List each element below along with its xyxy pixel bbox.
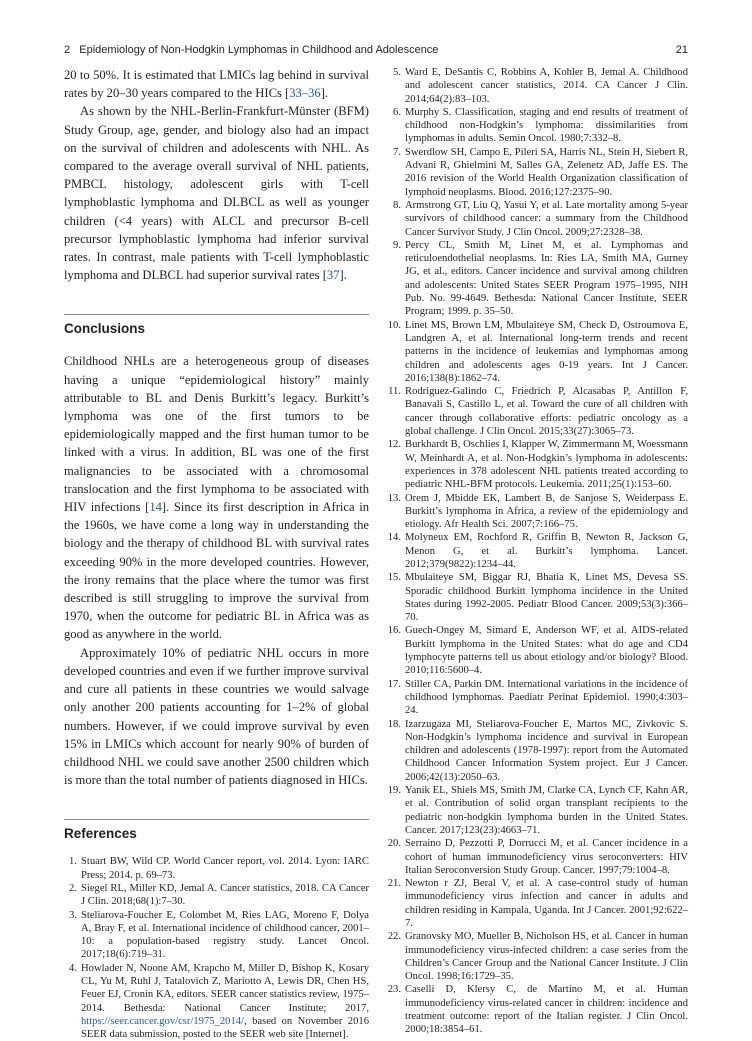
reference-item (388, 571, 688, 624)
reference-text: Linet MS, Brown LM, Mbulaiteye SM, Check D, Ostroumova E, Landgren A, et al. International long-term trends and recent patterns in the incidence of leukemias and lymphomas among children and adolescents ages 0-19 years. Int J Cancer. 2016;138(8):1862–74. (405, 319, 688, 384)
reference-text: Izarzugaza MI, Steliarova-Foucher E, Martos MC, Zivkovic S. Non-Hodgkin’s lymphoma incidence and survival in European children and adolescents (1978-1997): report from the Automated Childhood Cancer Information System project. Eur J Cancer. 2006;42(13):2050–63. (405, 718, 688, 783)
reference-number: 7. (393, 146, 401, 158)
section-divider (64, 314, 369, 315)
right-column (388, 66, 688, 1037)
conclusions-heading: Conclusions (64, 321, 146, 337)
reference-number: 12. (387, 439, 401, 451)
references-list-right (388, 66, 688, 1037)
reference-number: 14. (387, 532, 401, 544)
reference-number: 21. (387, 878, 401, 890)
reference-text: Yanik EL, Shiels MS, Smith JM, Clarke CA, Lynch CF, Kahn AR, et al. Contribution of solid organ transplant recipients to the pediatric non-hodgkin lymphoma burden in the United States. Cancer. 2017;123(23):4663–71. (405, 785, 688, 836)
reference-text: Burkhardt B, Oschlies I, Klapper W, Zimmermann M, Woessmann W, Meinhardt A, et al. Non-Hodgkin’s lymphoma in adolescents: experiences in 378 adolescent NHL patients treated according to pediatric NHL-BFM protocols. Leukemia. 2011;25(1):153–60. (405, 439, 688, 491)
citation-link[interactable]: 14 (149, 500, 162, 515)
reference-item (388, 385, 688, 438)
chapter-title: 2 Epidemiology of Non-Hodgkin Lymphomas in Childhood and Adolescence (64, 44, 439, 56)
reference-number: 20. (387, 838, 401, 850)
reference-item: 4. Howlader N, Noone AM, Krapcho M, Miller D, Bishop K, Kosary CL, Yu M, Ruhl J, Tatalovich Z, Mariotto A, Lewis DR, Chen HS, Feuer EJ, Cronin KA, editors. SEER cancer statistics review, 1975–2014. Bethesda: National Cancer Institute; 2017, https://seer.cancer.gov/csr/1975_2014/, based on November 2016 SEER data submission, posted to the SEER web site [Internet]. (69, 962, 369, 1041)
page-number: 21 (675, 44, 688, 56)
reference-item (388, 718, 688, 784)
reference-number: 6. (393, 106, 401, 118)
reference-item (388, 624, 688, 677)
reference-item (388, 438, 688, 491)
paragraph-conclusions-1: Childhood NHLs are a heterogeneous group of diseases having a unique “epidemiological history” mainly attributable to BL and Denis Burkitt’s legacy. Burkitt’s lymphoma was one of the first tumors to be epidemiologically mapped and the first human tumor to be linked with a virus. In addition, BL was one of the first malignancies to be associated with a chromosomal translocation and the first lymphoma to be associated with HIV infections [14]. Since its first description in Africa in the 1960s, we have come a long way in understanding the biology and the therapy of childhood BL with survival rates exceeding 90% in the more developed countries. However, the irony remains that the place where the tumor was first described is still struggling to improve the survival from 1970, when the outcome for pediatric BL in Africa was as good as anywhere in the world. (64, 354, 370, 642)
reference-text: Serraino D, Pezzotti P, Dorrucci M, et al. Cancer incidence in a cohort of human immunodeficiency virus seroconverters: HIV Italian Seroconversion Study Group. Cancer. 1997;79:1004–8. (405, 838, 688, 876)
reference-item (388, 983, 688, 1036)
reference-text: Newton r ZJ, Beral V, et al. A case-control study of human immunodeficiency virus infection and cancer in adults and children residing in Kampala, Uganda. Int J Cancer. 2001;92:622–7. (405, 878, 688, 929)
reference-text: Stiller CA, Parkin DM. International variations in the incidence of childhood lymphomas. Paediatr Perinat Epidemiol. 1990;4:303–24. (405, 678, 688, 717)
reference-number: 16. (387, 625, 401, 637)
reference-text: Molyneux EM, Rochford R, Griffin B, Newton R, Jackson G, Menon G, et al. Burkitt’s lymphoma. Lancet. 2012;379(9822):1234–44. (405, 532, 688, 570)
reference-item (388, 930, 688, 983)
references-heading: References (64, 826, 137, 842)
reference-text: Percy CL, Smith M, Linet M, et al. Lymphomas and reticuloendothelial neoplasms. In: Ries LA, Smith MA, Gurney JG, et al., editors. Cancer incidence and survival among children and adolescents: United States SEER Program 1975–1995, NIH Pub. No. 99-4649. Bethesda: National Cancer Institute, SEER Program; 1999. p. 35–50. (405, 239, 688, 318)
reference-text: Guech-Ongey M, Simard E, Anderson WF, et al. AIDS-related Burkitt lymphoma in the United States: what do age and CD4 lymphocyte patterns tell us about etiology and/or biology? Blood. 2010;116:5600–4. (405, 625, 688, 677)
reference-number: 19. (387, 785, 401, 797)
paragraph-conclusions-2: Approximately 10% of pediatric NHL occurs in more developed countries and even if we further improve survival and cure all patients in these countries we would salvage only another 200 patients accounting for 1–2% of global numbers. However, if we could improve survival by even 15% in LMICs which account for nearly 90% of burden of childhood NHL we could save another 2500 children which is more than the total number of patients diagnosed in HICs. (64, 645, 369, 788)
reference-text: Armstrong GT, Liu Q, Yasui Y, et al. Late mortality among 5-year survivors of childhood cancer: a summary from the Childhood Cancer Survivor Study. J Clin Oncol. 2009;27:2328–38. (405, 199, 688, 238)
reference-item: 1. Stuart BW, Wild CP. World Cancer report, vol. 2014. Lyon: IARC Press; 2014. p. 69–73. (69, 856, 369, 881)
reference-item (388, 199, 688, 239)
seer-link[interactable]: https://seer.cancer.gov/csr/1975_2014/ (81, 1015, 244, 1027)
reference-item: 3. Steliarova-Foucher E, Colombet M, Ries LAG, Moreno F, Dolya A, Bray F, et al. International incidence of childhood cancer, 2001–10: a population-based registry study. Lancet Oncol. 2017;18(6):719–31. (69, 909, 369, 961)
reference-number: 17. (387, 678, 401, 690)
reference-item (388, 319, 688, 385)
reference-number: 9. (393, 239, 401, 251)
reference-number: 5. (393, 67, 401, 78)
reference-item: 2. Siegel RL, Miller KD, Jemal A. Cancer statistics, 2018. CA Cancer J Clin. 2018;68(1):7–30. (69, 882, 369, 908)
reference-item (388, 492, 688, 532)
citation-link[interactable]: 33–36 (289, 86, 321, 101)
running-header (64, 44, 688, 60)
left-column (64, 66, 369, 1041)
reference-number: 22. (387, 931, 401, 943)
reference-text: Ward E, DeSantis C, Robbins A, Kohler B, Jemal A. Childhood and adolescent cancer statistics, 2014. CA Cancer J Clin. 2014;64(2):83–103. (405, 67, 688, 105)
reference-number: 18. (387, 718, 401, 730)
section-divider (64, 819, 369, 820)
reference-item (388, 531, 688, 571)
reference-number: 8. (393, 199, 401, 211)
reference-number: 15. (387, 572, 401, 584)
reference-item (388, 877, 688, 930)
reference-number: 10. (387, 319, 401, 331)
reference-text: Granovsky MO, Mueller B, Nicholson HS, et al. Cancer in human immunodeficiency virus-infected children: a case series from the Children’s Cancer Group and the National Cancer Institute. J Clin Oncol. 1998;16:1729–35. (405, 931, 688, 983)
reference-item (388, 784, 688, 837)
reference-number: 11. (388, 386, 401, 398)
reference-item (388, 239, 688, 319)
reference-item (388, 837, 688, 877)
references-list-left (64, 855, 369, 1041)
reference-text: Murphy S. Classification, staging and end results of treatment of childhood non-Hodgkin’s lymphoma: dissimilarities from lymphomas in adults. Semin Oncol. 1980;7:332–8. (405, 106, 688, 145)
reference-item (388, 66, 688, 106)
paragraph-bfm-study: As shown by the NHL-Berlin-Frankfurt-Münster (BFM) Study Group, age, gender, and biology also had an impact on the survival of children and adolescents with NHL. As compared to the average overall survival of NHL patients, PMBCL histology, adolescent girls with T-cell lymphoblastic lymphoma and DLBCL as well as younger children (<4 years) with ALCL and precursor B-cell precursor lymphoblastic lymphoma had inferior survival rates. In contrast, male patients with T-cell lymphoblastic lymphoma and DLBCL had superior survival rates [37]. (64, 104, 369, 283)
paragraph-survival-lag: 20 to 50%. It is estimated that LMICs lag behind in survival rates by 20–30 years compared to the HICs [33–36]. (64, 68, 369, 101)
reference-text: Swerdlow SH, Campo E, Pileri SA, Harris NL, Stein H, Siebert R, Advani R, Ghielmini M, Salles GA, Zelenetz AD, Jaffe ES. The 2016 revision of the World Health Organization classification of lymphoid neoplasms. Blood. 2016;127:2375–90. (405, 146, 688, 198)
reference-text: Rodriguez-Galindo C, Friedrich P, Alcasabas P, Antillon F, Banavali S, Castillo L, et al. Toward the cure of all children with cancer through collaborative efforts: pediatric oncology as a global challenge. J Clin Oncol. 2015;33(27):3065–73. (405, 386, 688, 438)
reference-item (388, 146, 688, 199)
reference-text: Orem J, Mbidde EK, Lambert B, de Sanjose S, Weiderpass E. Burkitt’s lymphoma in Africa, a review of the epidemiology and etiology. Afr Health Sci. 2007;7:166–75. (405, 492, 688, 531)
reference-text: Caselli D, Klersy C, de Martino M, et al. Human immunodeficiency virus-related cancer in children: incidence and treatment outcome: report of the Italian register. J Clin Oncol. 2000;18:3854–61. (405, 984, 688, 1036)
reference-item (388, 678, 688, 718)
citation-link[interactable]: 37 (326, 268, 340, 283)
reference-number: 13. (387, 492, 401, 504)
reference-number: 23. (387, 984, 401, 996)
reference-item (388, 106, 688, 146)
reference-text: Mbulaiteye SM, Biggar RJ, Bhatia K, Linet MS, Devesa SS. Sporadic childhood Burkitt lymphoma incidence in the United States during 1992-2005. Pediatr Blood Cancer. 2009;53(3):366–70. (405, 572, 688, 624)
